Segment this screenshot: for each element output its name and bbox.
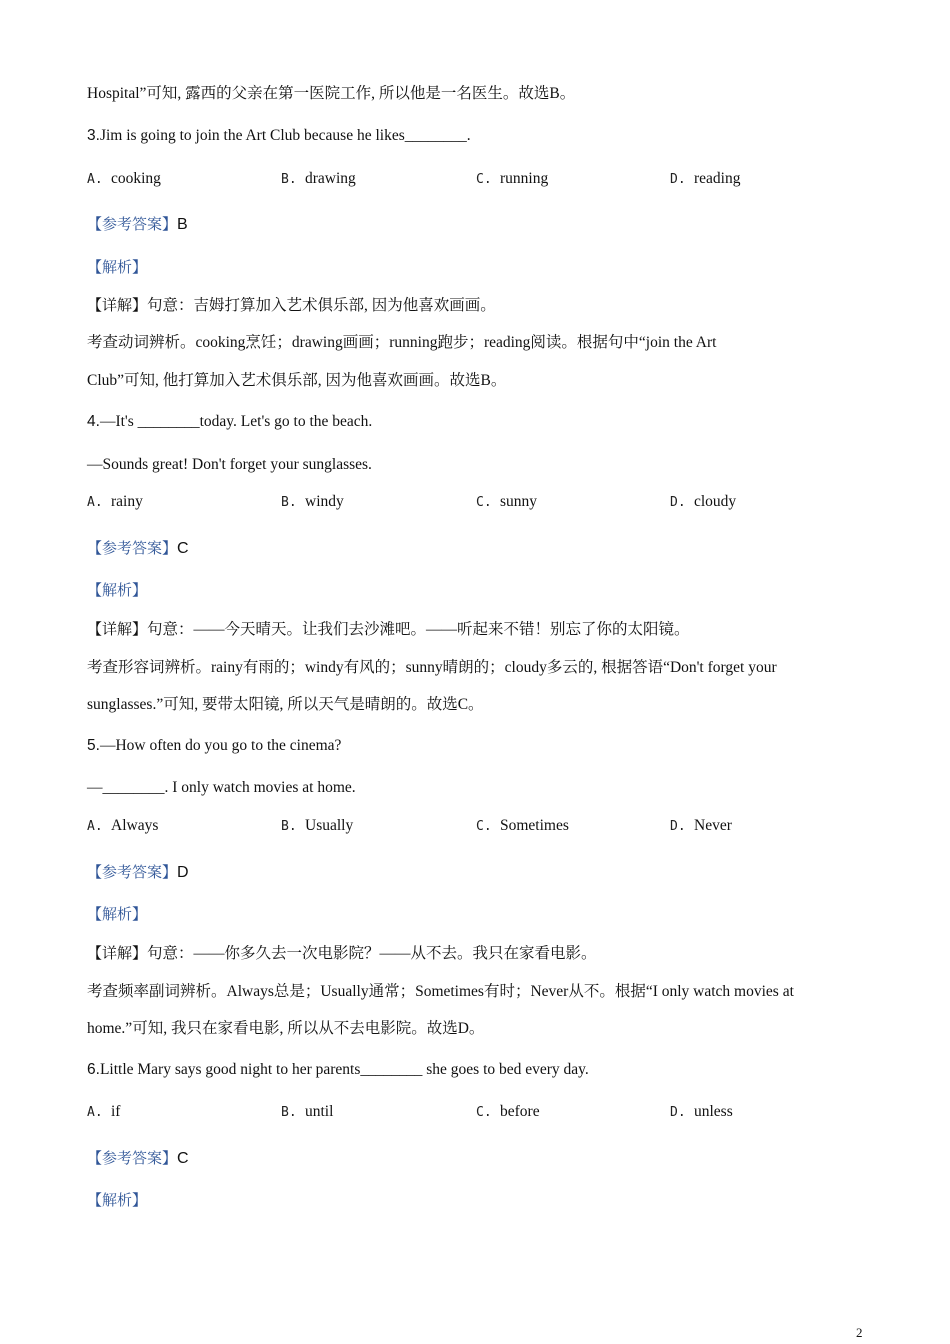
analysis-tag: 【解析】 <box>87 581 148 599</box>
answer-letter: C <box>177 1150 189 1167</box>
option-c: C. Sometimes <box>476 817 569 834</box>
options-q3 <box>87 170 887 192</box>
options-q5 <box>87 817 887 839</box>
answer-q4 <box>87 537 189 558</box>
answer-q5 <box>87 861 189 882</box>
explanation-line: Club”可知, 他打算加入艺术俱乐部, 因为他喜欢画画。故选B。 <box>87 372 507 389</box>
answer-letter: D <box>177 864 189 881</box>
option-c: C. before <box>476 1103 540 1120</box>
answer-q6 <box>87 1147 189 1168</box>
answer-tag: 【参考答案】 <box>87 215 178 233</box>
explanation-line: Hospital”可知, 露西的父亲在第一医院工作, 所以他是一名医生。故选B。 <box>87 85 576 102</box>
answer-tag: 【参考答案】 <box>87 539 178 557</box>
option-b: B. Usually <box>281 817 354 834</box>
explanation-line: 考查形容词辨析。rainy有雨的；windy有风的；sunny晴朗的；cloudy多云的, 根据答语“Don't forget your <box>87 659 777 676</box>
answer-letter: C <box>177 540 189 557</box>
explanation-line: 考查动词辨析。cooking烹饪；drawing画画；running跑步；reading阅读。根据句中“join the Art <box>87 334 717 351</box>
question-6 <box>87 1061 589 1079</box>
option-c: C. sunny <box>476 493 538 510</box>
option-d: D. reading <box>670 170 741 187</box>
answer-letter: B <box>177 216 188 233</box>
question-number: 6. <box>87 1061 100 1078</box>
option-c: C. running <box>476 170 549 187</box>
option-d: D. unless <box>670 1103 733 1120</box>
option-d: D. cloudy <box>670 493 737 510</box>
option-a: A. if <box>87 1103 121 1120</box>
options-q6 <box>87 1103 887 1125</box>
explanation-line: 考查频率副词辨析。Always总是；Usually通常；Sometimes有时；Never从不。根据“I only watch movies at <box>87 983 794 1000</box>
option-a: A. rainy <box>87 493 143 510</box>
detail-q5: 【详解】句意：——你多久去一次电影院？——从不去。我只在家看电影。 <box>87 944 597 962</box>
explanation-line: home.”可知, 我只在家看电影, 所以从不去电影院。故选D。 <box>87 1020 485 1037</box>
question-number: 4. <box>87 413 100 430</box>
question-text: —How often do you go to the cinema? <box>99 737 342 754</box>
option-b: B. drawing <box>281 170 356 187</box>
question-text: Little Mary says good night to her parents________ she goes to bed every day. <box>99 1061 589 1078</box>
option-a: A. cooking <box>87 170 161 187</box>
detail-q3: 【详解】句意：吉姆打算加入艺术俱乐部, 因为他喜欢画画。 <box>87 296 496 314</box>
question-3 <box>87 127 471 145</box>
question-number: 5. <box>87 737 100 754</box>
analysis-tag: 【解析】 <box>87 258 148 276</box>
explanation-line: sunglasses.”可知, 要带太阳镜, 所以天气是晴朗的。故选C。 <box>87 696 484 713</box>
page-number: 2 <box>856 1325 863 1340</box>
answer-tag: 【参考答案】 <box>87 1149 178 1167</box>
option-a: A. Always <box>87 817 159 834</box>
question-4 <box>87 413 372 431</box>
question-line: —Sounds great! Don't forget your sunglasses. <box>87 456 372 473</box>
analysis-tag: 【解析】 <box>87 905 148 923</box>
question-5 <box>87 737 341 755</box>
question-text: Jim is going to join the Art Club because he likes________. <box>99 127 471 144</box>
answer-tag: 【参考答案】 <box>87 863 178 881</box>
option-d: D. Never <box>670 817 732 834</box>
detail-q4: 【详解】句意：——今天晴天。让我们去沙滩吧。——听起来不错！别忘了你的太阳镜。 <box>87 620 690 638</box>
options-q4 <box>87 493 887 515</box>
answer-q3 <box>87 213 188 234</box>
option-b: B. windy <box>281 493 344 510</box>
question-number: 3. <box>87 127 100 144</box>
question-line: —________. I only watch movies at home. <box>87 779 356 796</box>
analysis-tag: 【解析】 <box>87 1191 148 1209</box>
question-text: —It's ________today. Let's go to the beach. <box>99 413 373 430</box>
option-b: B. until <box>281 1103 334 1120</box>
